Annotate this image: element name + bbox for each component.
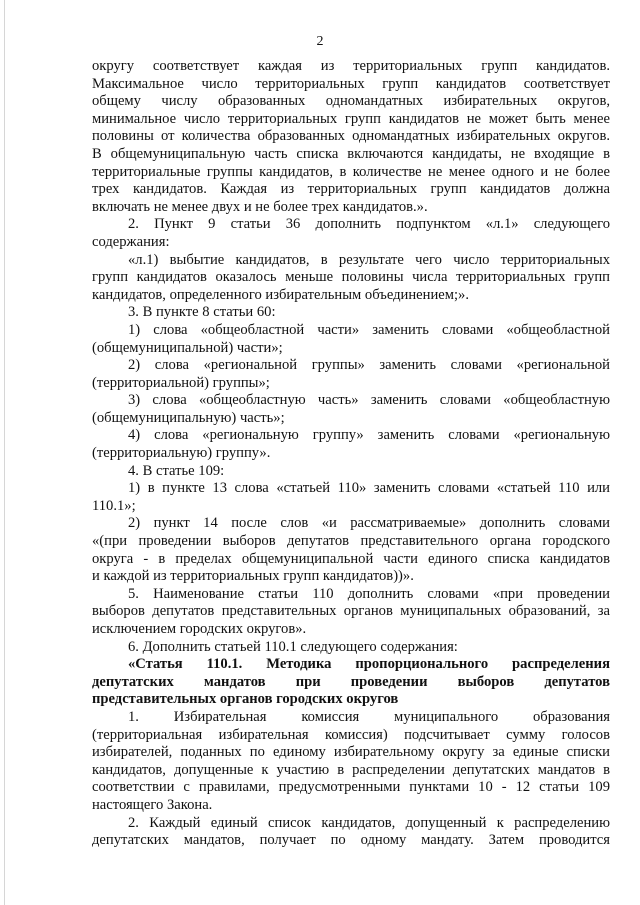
- text-line: 2. Пункт 9 статьи 36 дополнить подпунктом «л.1» следующего: [128, 216, 610, 233]
- text-line: (общемуниципальной) части»;: [92, 339, 283, 356]
- text-line: 6. Дополнить статьей 110.1 следующего содержания:: [128, 638, 458, 655]
- text-line: содержания:: [92, 233, 170, 250]
- article-heading-line: депутатских мандатов при проведении выборов депутатов: [92, 673, 610, 690]
- text-line: и каждой из территориальных групп кандидатов))».: [92, 568, 414, 585]
- text-line: 110.1»;: [92, 497, 136, 514]
- text-line: включать не менее двух и не более трех кандидатов.».: [92, 198, 428, 215]
- text-line: (общемуниципальную) часть»;: [92, 409, 285, 426]
- text-line: 3) слова «общеобластную часть» заменить словами «общеобластную: [128, 392, 610, 409]
- text-line: депутатских мандатов, получает по одному мандату. Затем проводится: [92, 832, 610, 849]
- text-line: трех кандидатов. Каждая из территориальных групп кандидатов должна: [92, 181, 610, 198]
- text-line: «(при проведении выборов депутатов представительного органа городского: [92, 533, 610, 550]
- article-heading-line: представительных органов городских округов: [92, 691, 399, 708]
- text-line: 4) слова «региональную группу» заменить словами «региональную: [128, 427, 610, 444]
- text-line: настоящего Закона.: [92, 796, 213, 813]
- page-edge: [4, 0, 5, 905]
- text-line: округа - в пределах общемуниципальной части единого списка кандидатов: [92, 550, 610, 567]
- article-heading-line: «Статья 110.1. Методика пропорционального распределения: [128, 656, 610, 673]
- text-line: 4. В статье 109:: [128, 462, 225, 479]
- text-line: минимальное число территориальных групп кандидатов не может быть менее: [92, 110, 610, 127]
- document-body: [92, 58, 610, 850]
- text-line: 2. Каждый единый список кандидатов, допущенный к распределению: [128, 814, 610, 831]
- text-line: территориальные группы кандидатов, в количестве не менее одного и не более: [92, 163, 610, 180]
- text-line: (территориальная избирательная комиссия) подсчитывает сумму голосов: [92, 726, 610, 743]
- text-line: Максимальное число территориальных групп кандидатов соответствует: [92, 75, 610, 92]
- text-line: групп кандидатов оказалось меньше половины числа территориальных групп: [92, 269, 610, 286]
- text-line: выборов депутатов представительных органов муниципальных образований, за: [92, 603, 610, 620]
- text-line: 1) в пункте 13 слова «статьей 110» заменить словами «статьей 110 или: [128, 480, 610, 497]
- text-line: «л.1) выбытие кандидатов, в результате чего число территориальных: [128, 251, 610, 268]
- text-line: кандидатов, допущенные к участию в распределении депутатских мандатов в: [92, 761, 610, 778]
- text-line: половины от количества образованных одномандатных избирательных округов.: [92, 128, 610, 145]
- text-line: 2) слова «региональной группы» заменить словами «региональной: [128, 357, 610, 374]
- text-line: округу соответствует каждая из территориальных групп кандидатов.: [92, 58, 610, 74]
- text-line: общему числу образованных одномандатных избирательных округов,: [92, 93, 610, 110]
- text-line: В общемуниципальную часть списка включаются кандидаты, не входящие в: [92, 145, 610, 162]
- text-line: (территориальную) группу».: [92, 445, 271, 462]
- text-line: избирателей, поданных по единому избирательному округу за единые списки: [92, 744, 610, 761]
- text-line: 5. Наименование статьи 110 дополнить словами «при проведении: [128, 585, 610, 602]
- text-line: (территориальной) группы»;: [92, 374, 270, 391]
- page-number: 2: [316, 34, 324, 49]
- text-line: 1. Избирательная комиссия муниципального образования: [128, 708, 610, 725]
- text-line: 3. В пункте 8 статьи 60:: [128, 304, 276, 321]
- text-line: 2) пункт 14 после слов «и рассматриваемые» дополнить словами: [128, 515, 610, 532]
- text-line: 1) слова «общеобластной части» заменить словами «общеобластной: [128, 321, 610, 338]
- text-line: соответствии с правилами, предусмотренными пунктами 10 - 12 статьи 109: [92, 779, 610, 796]
- text-line: кандидатов, определенного избирательным объединением;».: [92, 286, 469, 303]
- text-line: исключением городских округов».: [92, 621, 307, 637]
